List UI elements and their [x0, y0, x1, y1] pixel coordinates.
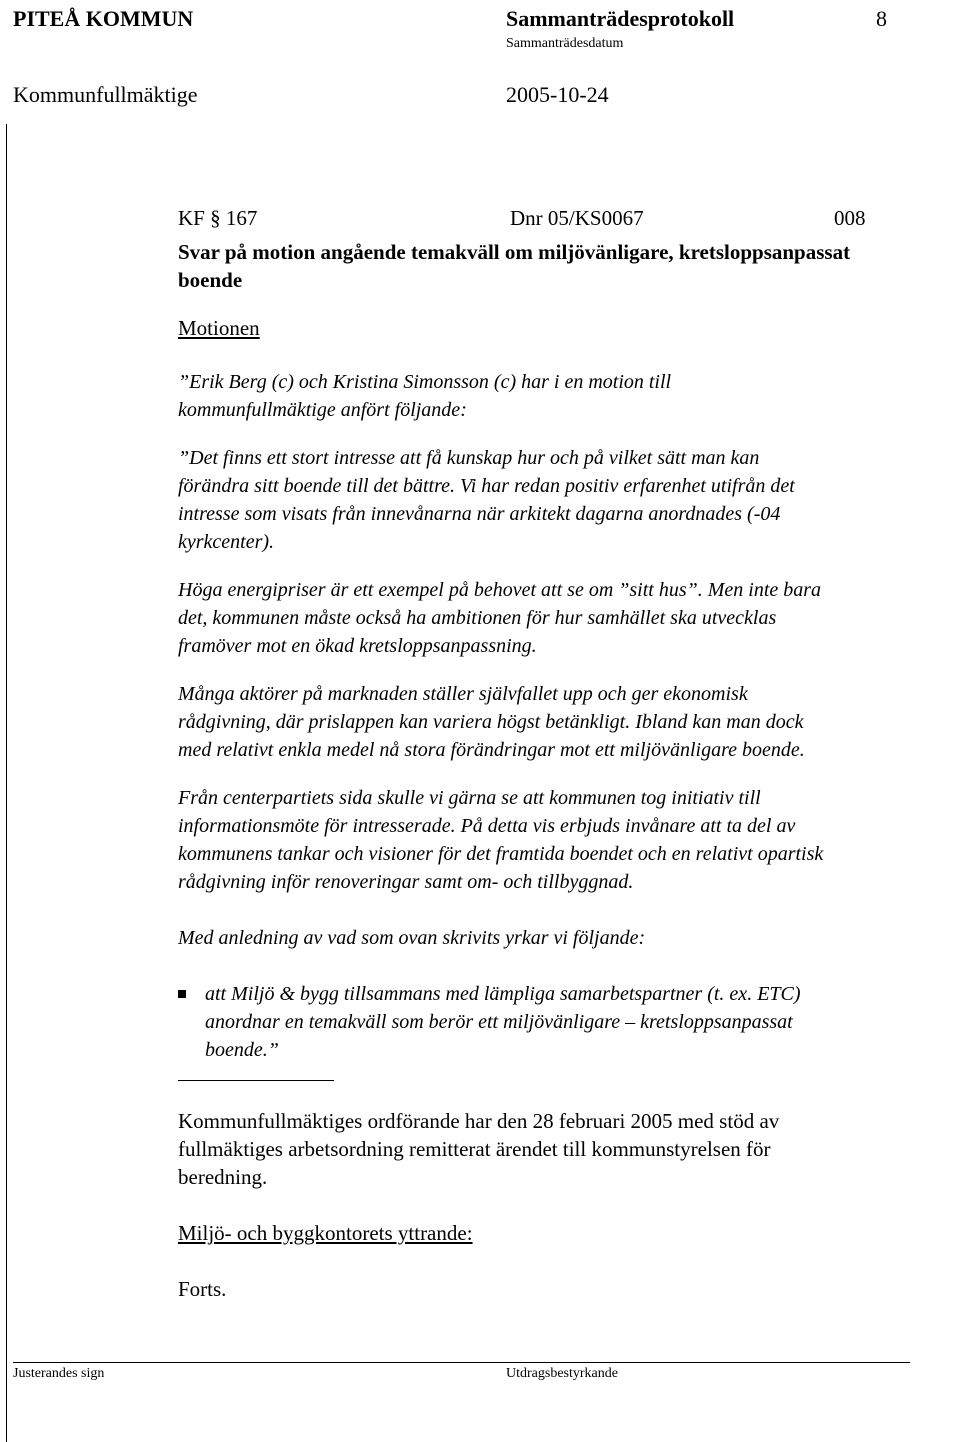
item-code: 008 [834, 206, 866, 230]
text-line: att Miljö & bygg tillsammans med lämpliga samarbetspartner (t. ex. ETC) [205, 983, 801, 1005]
continued-label: Forts. [178, 1277, 227, 1301]
text-line: förändra sitt boende till det bättre. Vi har redan positiv erfarenhet utifrån det [178, 475, 795, 497]
text-line: ”Det finns ett stort intresse att få kunskap hur och på vilket sätt man kan [178, 447, 760, 469]
motion-proposal [178, 980, 958, 1064]
signature-label: Justerandes sign [13, 1366, 105, 1381]
item-title [178, 238, 958, 294]
text-line: fullmäktiges arbetsordning remitterat ärendet till kommunstyrelsen för [178, 1137, 771, 1161]
bullet-square-icon [178, 990, 186, 998]
item-reference-row [178, 206, 958, 238]
text-line: rådgivning inför renoveringar samt om- och tillbyggnad. [178, 871, 634, 893]
text-line: Med anledning av vad som ovan skrivits yrkar vi följande: [178, 927, 646, 949]
text-line: framöver mot en ökad kretsloppsanpassning. [178, 635, 537, 657]
extract-certification-label: Utdragsbestyrkande [506, 1366, 618, 1381]
section-heading-motion: Motionen [178, 316, 260, 340]
text-line: med relativt enkla medel nå stora förändringar mot ett miljövänligare boende. [178, 739, 805, 761]
footer-rule [13, 1362, 910, 1363]
text-line: Från centerpartiets sida skulle vi gärna se att kommunen tog initiativ till [178, 787, 761, 809]
motion-paragraph [178, 444, 958, 556]
text-line: boende.” [205, 1039, 279, 1061]
item-title-line: Svar på motion angående temakväll om miljövänligare, kretsloppsanpassat [178, 240, 851, 264]
text-line: Många aktörer på marknaden ställer självfallet upp och ger ekonomisk [178, 683, 748, 705]
meeting-date: 2005-10-24 [506, 82, 609, 107]
item-dnr: Dnr 05/KS0067 [510, 206, 644, 230]
assembly-name: Kommunfullmäktige [13, 82, 198, 107]
document-body [178, 206, 958, 1303]
referral-paragraph [178, 1107, 958, 1191]
text-line: kommunens tankar och visioner för det framtida boendet och en relativt opartisk [178, 843, 824, 865]
text-line: intresse som visats från innevånarna när arkitekt dagarna anordnades (-04 [178, 503, 781, 525]
section-heading-statement: Miljö- och byggkontorets yttrande: [178, 1221, 473, 1245]
motion-paragraph [178, 784, 958, 896]
motion-paragraph [178, 576, 958, 660]
text-line: beredning. [178, 1165, 268, 1189]
motion-paragraph [178, 924, 958, 952]
document-type: Sammanträdesprotokoll [506, 6, 735, 31]
motion-intro [178, 368, 958, 424]
item-title-line: boende [178, 268, 243, 292]
motion-paragraph [178, 680, 958, 764]
text-line: rådgivning, där prislappen kan variera högst betänkligt. Ibland kan man dock [178, 711, 804, 733]
text-line: Kommunfullmäktiges ordförande har den 28 februari 2005 med stöd av [178, 1109, 780, 1133]
page-number: 8 [876, 6, 887, 31]
text-line: kyrkcenter). [178, 531, 275, 553]
text-line: det, kommunen måste också ha ambitionen för hur samhället ska utvecklas [178, 607, 777, 629]
item-id: KF § 167 [178, 206, 258, 230]
date-label: Sammanträdesdatum [506, 36, 624, 51]
text-line: Höga energipriser är ett exempel på behovet att se om ”sitt hus”. Men inte bara [178, 579, 822, 601]
organization-name: PITEÅ KOMMUN [13, 6, 194, 31]
text-line: informationsmöte för intresserade. På detta vis erbjuds invånare att ta del av [178, 815, 796, 837]
text-line: ”Erik Berg (c) och Kristina Simonsson (c) har i en motion till [178, 371, 672, 393]
text-line: anordnar en temakväll som berör ett miljövänligare – kretsloppsanpassat [205, 1011, 793, 1033]
text-line: kommunfullmäktige anfört följande: [178, 399, 467, 421]
margin-line [6, 124, 7, 1442]
